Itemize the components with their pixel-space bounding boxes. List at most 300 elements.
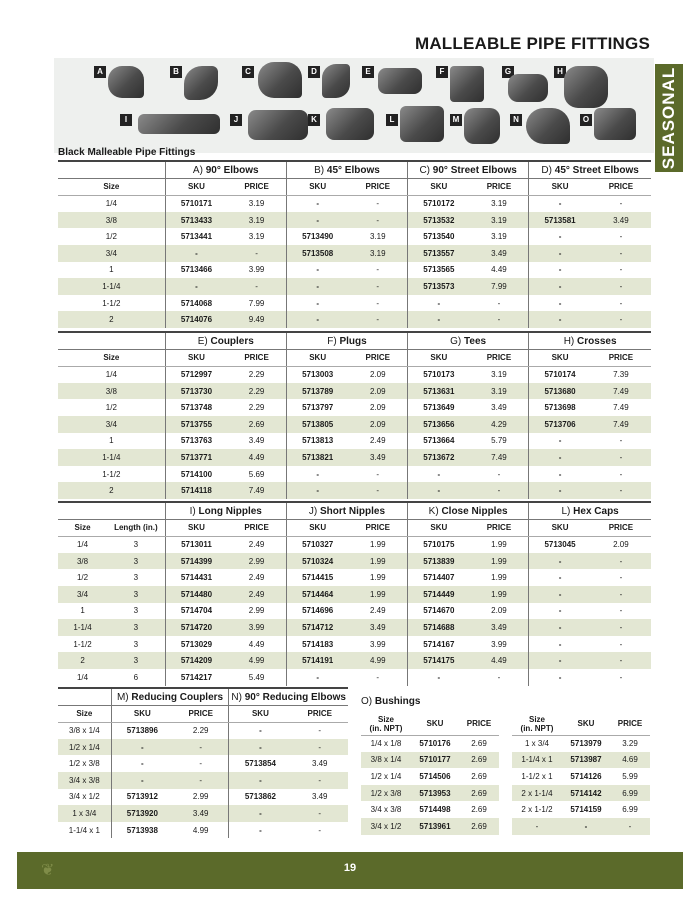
page-title: MALLEABLE PIPE FITTINGS (414, 34, 650, 53)
size-header: Size (58, 706, 111, 723)
table-cell: 2.09 (369, 370, 386, 380)
table-cell: 7.49 (613, 403, 629, 413)
table-cell: 2.49 (369, 436, 386, 446)
price-header: PRICE (348, 520, 407, 537)
size-cell: 3/8 x 1/4 (361, 752, 411, 769)
photo-label-m: M (450, 114, 462, 126)
size-cell: 1/2 x 1/4 (370, 771, 402, 781)
reducing-fittings-table (58, 689, 348, 838)
size-cell: 1/2 x 3/8 (69, 759, 100, 769)
sku-cell: 5713839 (408, 553, 470, 570)
size-cell: 1/4 (76, 672, 89, 682)
sku-cell: - (229, 822, 292, 839)
table-cell: 1.99 (491, 573, 507, 583)
blank-head (58, 503, 165, 520)
sku-cell: 5714688 (408, 619, 470, 636)
leaf-decoration-icon: ❦ (41, 862, 55, 879)
price-header: PRICE (173, 706, 229, 723)
sku-cell: 5714167 (408, 636, 470, 653)
table-cell: - (291, 739, 348, 756)
table-cell: 2.09 (348, 383, 407, 400)
sku-header: SKU (562, 713, 610, 735)
sku-header: SKU (408, 520, 470, 537)
table-row (58, 262, 651, 279)
table-cell: - (497, 672, 501, 682)
table-cell: 7.99 (248, 298, 265, 308)
sku-cell: 5713573 (408, 278, 470, 295)
table-cell: - (619, 298, 623, 308)
table-cell: 4.49 (491, 265, 507, 275)
size-cell: 2 x 1-1/2 (521, 805, 553, 815)
blank-head (58, 333, 165, 350)
table-cell: 7.49 (591, 383, 651, 400)
sku-cell: - (529, 295, 591, 312)
sku-cell: 5713896 (111, 722, 173, 739)
sku-cell: - (165, 245, 227, 262)
sku-cell: 5710176 (419, 739, 451, 749)
price-header: PRICE (227, 179, 286, 196)
table-cell: 4.49 (470, 652, 529, 669)
sku-cell: 5713565 (408, 262, 470, 279)
table-row (58, 536, 651, 553)
price-header: PRICE (470, 350, 529, 367)
table-row (58, 755, 348, 772)
sku-cell: 5713003 (286, 366, 348, 383)
table-cell: - (591, 311, 651, 328)
sku-cell: - (286, 262, 348, 279)
price-header: PRICE (348, 179, 407, 196)
sku-cell: - (529, 603, 591, 620)
group-long-nipples: I) Long Nipples (165, 503, 286, 520)
size-cell: 1 (80, 606, 85, 616)
table-row (361, 785, 499, 802)
sku-cell: 5710324 (286, 553, 348, 570)
sku-header: SKU (165, 520, 227, 537)
size-cell: 1/4 (105, 199, 117, 209)
sku-cell: 5713508 (286, 245, 348, 262)
table-row (512, 752, 650, 769)
table-row (512, 768, 650, 785)
blank-head (58, 162, 165, 179)
sku-cell: - (286, 466, 348, 483)
group-hex-caps: L) Hex Caps (529, 503, 651, 520)
table-cell: - (591, 482, 651, 499)
sku-cell: - (286, 295, 348, 312)
size-cell: 1-1/4 (58, 619, 107, 636)
size-cell: 1/2 (105, 403, 117, 413)
sku-cell: 5713730 (165, 383, 227, 400)
elbows-table (58, 162, 651, 328)
table-row (512, 801, 650, 818)
sku-cell: 5714399 (165, 553, 227, 570)
table-cell: 3.19 (248, 232, 265, 242)
photo-label-a: A (94, 66, 106, 78)
sku-cell: 5713953 (411, 785, 459, 802)
sku-cell: 5713540 (408, 228, 470, 245)
table-cell: - (497, 469, 501, 479)
size-header: Size (58, 520, 107, 537)
table-cell: 2.69 (459, 752, 499, 769)
size-cell: 3/8 x 1/4 (69, 726, 100, 736)
table-cell: 3.19 (491, 370, 507, 380)
table-row (58, 416, 651, 433)
sku-cell: 5713029 (165, 636, 227, 653)
sku-cell: 5713532 (408, 212, 470, 229)
sku-cell: - (529, 482, 591, 499)
table-cell: 5.79 (491, 436, 507, 446)
table-cell: 3.99 (491, 639, 507, 649)
sku-cell: 5710172 (408, 195, 470, 212)
sku-cell: - (286, 212, 348, 229)
sku-cell: 5713680 (529, 383, 591, 400)
size-cell: 1-1/4 x 1 (68, 825, 100, 835)
group-45-elbows: B) 45° Elbows (286, 162, 407, 179)
table-cell: - (376, 469, 380, 479)
table-cell: - (619, 199, 623, 209)
sku-header: SKU (529, 179, 591, 196)
table-row (58, 822, 348, 839)
sku-cell: 5714191 (286, 652, 348, 669)
sku-header: SKU (286, 179, 348, 196)
group-close-nipples: K) Close Nipples (408, 503, 529, 520)
table-cell: 7.49 (227, 482, 286, 499)
table-cell: 1.99 (369, 540, 386, 550)
sku-cell: 5710177 (411, 752, 459, 769)
price-header: PRICE (348, 350, 407, 367)
table-cell: - (291, 772, 348, 789)
table-cell: 3.99 (227, 619, 286, 636)
seasonal-tab-label: SEASONAL (659, 66, 678, 170)
sku-cell: 5713771 (165, 449, 227, 466)
table-row (58, 399, 651, 416)
table-row (361, 735, 499, 752)
size-cell: 1 x 3/4 (58, 805, 111, 822)
table-cell: 3.99 (248, 265, 265, 275)
table-cell: - (470, 482, 529, 499)
sku-cell: 5714720 (165, 619, 227, 636)
sku-cell: 5713862 (229, 789, 292, 806)
table-cell: 2.49 (369, 606, 386, 616)
sku-cell: 5713656 (408, 416, 470, 433)
table-cell: - (318, 825, 322, 835)
sku-cell: 5713748 (165, 399, 227, 416)
table-row (58, 383, 651, 400)
size-cell: 3/4 x 1/2 (361, 818, 411, 835)
table-row (58, 619, 651, 636)
sku-cell: - (408, 295, 470, 312)
sku-cell: 5713698 (529, 399, 591, 416)
table-cell: 2.29 (248, 403, 265, 413)
table-row (58, 482, 651, 499)
size-cell: 1/2 (76, 573, 89, 583)
size-cell: 3/4 (58, 416, 165, 433)
sku-cell: - (529, 433, 591, 450)
table-cell: 3.19 (470, 212, 529, 229)
sku-cell: 5713706 (529, 416, 591, 433)
table-cell: 5.69 (248, 469, 265, 479)
table-cell: 3.49 (470, 245, 529, 262)
size-cell: - (512, 818, 562, 835)
table-cell: - (348, 278, 407, 295)
size-cell: 2 (58, 311, 165, 328)
size-cell: 1/4 (76, 540, 89, 550)
table-cell: 2.69 (471, 739, 487, 749)
sku-cell: 5714118 (165, 482, 227, 499)
size-cell: 1-1/2 (102, 298, 121, 308)
price-header: PRICE (470, 179, 529, 196)
table-row (58, 245, 651, 262)
table-cell: 1.99 (348, 586, 407, 603)
table-row (58, 652, 651, 669)
table-cell: 9.49 (227, 311, 286, 328)
table-cell: 2.69 (459, 785, 499, 802)
table-cell: - (376, 265, 380, 275)
sku-cell: 5714431 (165, 569, 227, 586)
table-row (58, 586, 651, 603)
photo-label-c: C (242, 66, 254, 78)
table-cell: 4.99 (192, 825, 209, 835)
table-row (58, 295, 651, 312)
sku-cell: 5713755 (165, 416, 227, 433)
photo-label-i: I (120, 114, 132, 126)
sku-cell: 5713466 (165, 262, 227, 279)
sku-cell: - (408, 466, 470, 483)
table-cell: - (591, 553, 651, 570)
sku-cell: - (286, 482, 348, 499)
table-cell: 7.39 (613, 370, 629, 380)
table-cell: 3 (107, 586, 165, 603)
table-row (58, 789, 348, 806)
table-cell: - (619, 573, 623, 583)
table-cell: - (173, 739, 229, 756)
table-cell: 2.29 (227, 383, 286, 400)
sku-cell: - (408, 482, 470, 499)
table-cell: 2.09 (369, 403, 386, 413)
sku-cell: - (529, 245, 591, 262)
sku-cell: 5714068 (165, 295, 227, 312)
sku-header: SKU (529, 350, 591, 367)
sku-cell: - (111, 755, 173, 772)
table-cell: 7.49 (470, 449, 529, 466)
table-cell: - (348, 212, 407, 229)
sku-cell: 5713490 (286, 228, 348, 245)
table-cell: - (497, 298, 501, 308)
table-cell: 4.49 (227, 449, 286, 466)
table-cell: - (376, 672, 380, 682)
table-row (58, 466, 651, 483)
photo-label-d: D (308, 66, 320, 78)
table-row (58, 722, 348, 739)
photo-label-j: J (230, 114, 242, 126)
table-cell: 2.49 (227, 586, 286, 603)
group-couplers: E) Couplers (165, 333, 286, 350)
sku-cell: - (229, 739, 292, 756)
table-cell: 3.49 (311, 792, 328, 802)
sku-cell: 5713649 (408, 399, 470, 416)
table-cell: 3 (133, 540, 139, 550)
table-cell: 3 (107, 652, 165, 669)
table-cell: 3.19 (369, 232, 386, 242)
table-cell: 2.69 (227, 416, 286, 433)
table-cell: - (619, 469, 623, 479)
table-cell: 6.99 (622, 805, 638, 815)
price-header: PRICE (610, 713, 650, 735)
sku-cell: 5713912 (111, 789, 173, 806)
size-cell: 1-1/2 x 1 (521, 771, 553, 781)
table-cell: 3 (107, 619, 165, 636)
sku-cell: 5714126 (570, 771, 602, 781)
sku-cell: - (286, 669, 348, 686)
table-cell: 3 (133, 606, 139, 616)
sku-cell: - (286, 278, 348, 295)
section-title: Black Malleable Pipe Fittings (58, 147, 196, 158)
table-cell: 3.49 (311, 759, 328, 769)
size-cell: 1-1/4 (58, 278, 165, 295)
table-cell: 3.19 (491, 232, 507, 242)
table-row (58, 212, 651, 229)
table-cell: 3.49 (248, 436, 265, 446)
size-cell: 3/8 (58, 212, 165, 229)
photo-label-k: K (308, 114, 320, 126)
seasonal-tab (655, 64, 683, 172)
size-cell: 2 (58, 482, 165, 499)
sku-cell: 5713938 (111, 822, 173, 839)
table-cell: 3.19 (227, 212, 286, 229)
photo-label-g: G (502, 66, 514, 78)
sku-cell: 5713557 (408, 245, 470, 262)
couplers-plugs-tees-crosses-table (58, 333, 651, 499)
size-cell: 1-1/4 x 1 (512, 752, 562, 769)
table-cell: - (376, 298, 380, 308)
sku-cell: 5714159 (570, 805, 602, 815)
group-90-street-elbows: C) 90° Street Elbows (408, 162, 529, 179)
table-cell: 2.29 (192, 726, 209, 736)
sku-cell: 5710171 (165, 195, 227, 212)
sku-cell: 5713979 (570, 739, 602, 749)
blank-head (58, 689, 111, 706)
sku-cell: 5713763 (165, 433, 227, 450)
table-cell: 2.69 (471, 771, 487, 781)
sku-cell: - (286, 195, 348, 212)
sku-cell: - (529, 553, 591, 570)
photo-label-b: B (170, 66, 182, 78)
sku-header: SKU (411, 713, 459, 735)
table-cell: 3.19 (248, 199, 265, 209)
sku-cell: 5714076 (165, 311, 227, 328)
sku-cell: 5713664 (408, 433, 470, 450)
price-header: PRICE (591, 520, 651, 537)
sku-cell: 5713581 (529, 212, 591, 229)
photo-label-f: F (436, 66, 448, 78)
size-cell: 3/4 x 3/8 (58, 772, 111, 789)
sku-header: SKU (165, 179, 227, 196)
sku-cell: - (286, 311, 348, 328)
sku-cell: 5713961 (411, 818, 459, 835)
table-cell: 2.49 (248, 540, 265, 550)
sku-cell: 5710327 (286, 536, 348, 553)
table-cell: 4.29 (470, 416, 529, 433)
table-row (512, 785, 650, 802)
sku-cell: 5713441 (165, 228, 227, 245)
table-row (361, 752, 499, 769)
table-cell: 5.99 (622, 771, 638, 781)
photo-label-h: H (554, 66, 566, 78)
size-cell: 1 (109, 436, 114, 446)
table-cell: - (199, 759, 203, 769)
table-cell: - (591, 278, 651, 295)
sku-cell: 5710174 (529, 366, 591, 383)
table-row (512, 818, 650, 835)
table-cell: 3 (107, 553, 165, 570)
sku-cell: 5714712 (286, 619, 348, 636)
size-header: Size (in. NPT) (512, 713, 562, 735)
size-cell: 3/4 (58, 245, 165, 262)
price-header: PRICE (227, 350, 286, 367)
table-cell: 4.99 (348, 652, 407, 669)
sku-cell: 5713011 (165, 536, 227, 553)
table-cell: - (619, 606, 623, 616)
sku-cell: - (408, 669, 470, 686)
sku-cell: 5713672 (408, 449, 470, 466)
table-cell: - (619, 672, 623, 682)
table-cell: 3.49 (348, 449, 407, 466)
table-cell: - (591, 449, 651, 466)
sku-cell: 5713821 (286, 449, 348, 466)
sku-cell: 5714704 (165, 603, 227, 620)
size-cell: 1 (109, 265, 114, 275)
table-cell: 2.69 (471, 805, 487, 815)
sku-cell: 5714415 (286, 569, 348, 586)
table-cell: 3.49 (470, 619, 529, 636)
table-cell: - (227, 245, 286, 262)
footer-bar (17, 852, 683, 889)
sku-cell: - (529, 586, 591, 603)
sku-cell: 5714670 (408, 603, 470, 620)
photo-label-n: N (510, 114, 522, 126)
group-tees: G) Tees (408, 333, 529, 350)
table-cell: 6.99 (610, 785, 650, 802)
table-cell: - (610, 818, 650, 835)
sku-cell: - (529, 449, 591, 466)
table-cell: 2.99 (227, 553, 286, 570)
table-cell: - (318, 726, 322, 736)
sku-cell: 5713854 (229, 755, 292, 772)
size-cell: 1-1/2 (102, 469, 121, 479)
table-row (58, 669, 651, 686)
table-cell: 2.09 (613, 540, 629, 550)
sku-cell: - (529, 262, 591, 279)
table-cell: - (470, 311, 529, 328)
photo-label-e: E (362, 66, 374, 78)
sku-cell: - (529, 278, 591, 295)
table-cell: 3 (133, 573, 139, 583)
size-cell: 1 x 3/4 (524, 739, 549, 749)
sku-cell: 5714506 (419, 771, 451, 781)
table-cell: 3.49 (491, 403, 507, 413)
table-row (361, 801, 499, 818)
sku-cell: 5714407 (408, 569, 470, 586)
table-cell: 4.49 (248, 639, 265, 649)
sku-cell: - (408, 311, 470, 328)
sku-cell: 5714209 (165, 652, 227, 669)
size-cell: 1/2 x 3/8 (361, 785, 411, 802)
size-cell: 1/4 x 1/8 (370, 739, 402, 749)
sku-cell: 5713813 (286, 433, 348, 450)
table-cell: 2.69 (459, 818, 499, 835)
sku-header: SKU (229, 706, 292, 723)
sku-cell: 5713631 (408, 383, 470, 400)
sku-cell: 5714175 (408, 652, 470, 669)
